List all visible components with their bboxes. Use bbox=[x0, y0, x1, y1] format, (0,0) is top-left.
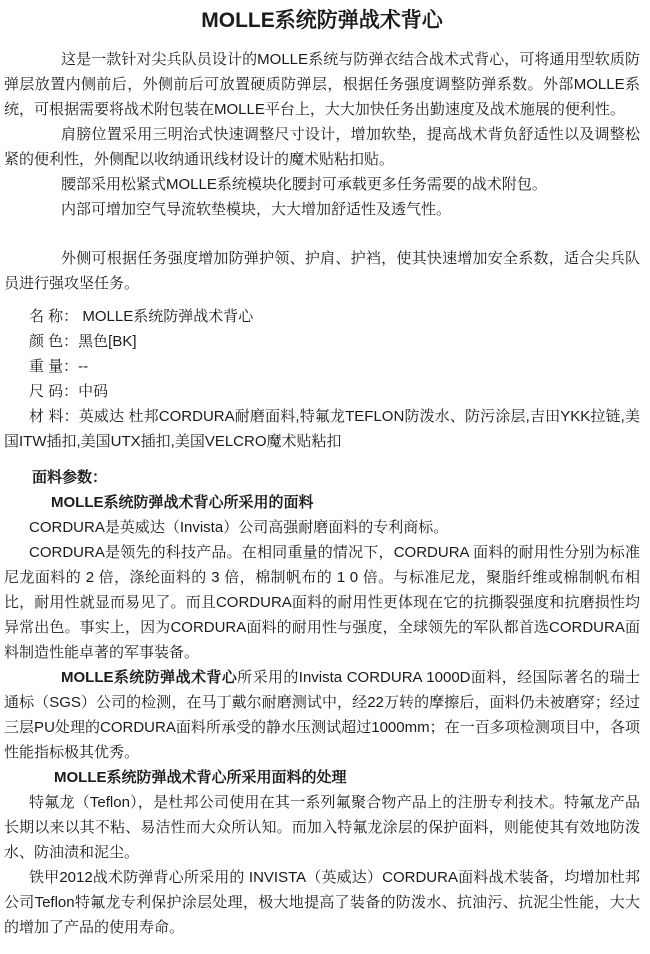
fabric-paragraph-3-rest: 所采用的Invista CORDURA 1000D面料，经国际著名的瑞士通标（SGS）公司的检测，在马丁戴尔耐磨测试中，经22万转的摩擦后，面料仍未被磨穿；经过三层PU处理的CORDURA面料所承受的静水压测试超过1000mm；在一百多项检测项目中，各项性能指标极其优秀。 bbox=[4, 669, 640, 761]
spec-row-size bbox=[4, 379, 640, 404]
fabric-paragraph-4: 特氟龙（Teflon），是杜邦公司使用在其一系列氟聚合物产品上的注册专利技术。特氟龙产品长期以来以其不粘、易洁性而大众所认知。而加入特氟龙涂层的保护面料，则能使其有效地防泼水、防油渍和泥尘。 bbox=[4, 794, 640, 861]
spec-value: -- bbox=[78, 358, 89, 375]
page-title: MOLLE系统防弹战术背心 bbox=[201, 9, 443, 32]
intro-paragraph-5: 外侧可根据任务强度增加防弹护领、护肩、护裆，使其快速增加安全系数，适合尖兵队员进行强攻坚任务。 bbox=[4, 250, 640, 292]
spec-list bbox=[4, 304, 640, 454]
spec-value: MOLLE系统防弹战术背心 bbox=[82, 308, 254, 325]
intro-paragraph-2: 肩膀位置采用三明治式快速调整尺寸设计，增加软垫，提高战术背负舒适性以及调整松紧的便利性，外侧配以收纳通讯线材设计的魔术贴粘扣贴。 bbox=[4, 126, 640, 168]
fabric-subheading-material: MOLLE系统防弹战术背心所采用的面料 bbox=[51, 494, 314, 511]
fabric-paragraph-3 bbox=[4, 665, 640, 765]
spec-value: 中码 bbox=[78, 383, 109, 400]
spec-row-material bbox=[4, 404, 640, 454]
intro-paragraph-4: 内部可增加空气导流软垫模块，大大增加舒适性及透气性。 bbox=[61, 201, 452, 218]
fabric-section bbox=[4, 465, 640, 940]
spec-value: 英威达 杜邦CORDURA耐磨面料,特氟龙TEFLON防泼水、防污涂层,吉田YKK拉链,美国ITW插扣,美国UTX插扣,美国VELCRO魔术贴粘扣 bbox=[4, 408, 640, 450]
fabric-subheading-treatment: MOLLE系统防弹战术背心所采用面料的处理 bbox=[54, 769, 347, 786]
spec-row-name bbox=[4, 304, 640, 329]
intro-section bbox=[4, 47, 640, 296]
intro-paragraph-1: 这是一款针对尖兵队员设计的MOLLE系统与防弹衣结合战术式背心，可将通用型软质防弹层放置内侧前后，外侧前后可放置硬质防弹层，根据任务强度调整防弹系数。外部MOLLE系统，可根据需要将战术附包装在MOLLE平台上，大大加快任务出勤速度及战术施展的便利性。 bbox=[4, 51, 640, 118]
fabric-section-heading: 面料参数： bbox=[32, 469, 108, 486]
spec-label: 重 量： bbox=[29, 358, 79, 375]
fabric-paragraph-2: CORDURA是领先的科技产品。在相同重量的情况下，CORDURA 面料的耐用性分别为标准尼龙面料的 2 倍，涤纶面料的 3 倍，棉制帆布的 1 0 倍。与标准尼龙，聚脂纤维或棉制帆布相比，耐用性就显而易见了。而且CORDURA面料的耐用性更体现在它的抗撕裂强度和抗磨损性均异常出色。事实上，因为CORDURA面料的耐用性与强度，全球领先的军队都首选CORDURA面料制造性能卓著的军事装备。 bbox=[4, 544, 640, 661]
fabric-paragraph-1: CORDURA是英威达（Invista）公司高强耐磨面料的专利商标。 bbox=[29, 519, 449, 536]
spec-label: 颜 色： bbox=[29, 333, 79, 350]
spec-row-color bbox=[4, 329, 640, 354]
fabric-paragraph-5: 铁甲2012战术防弹背心所采用的 INVISTA（英威达）CORDURA面料战术装备，均增加杜邦公司Teflon特氟龙专利保护涂层处理，极大地提高了装备的防泼水、抗油污、抗泥尘性能，大大的增加了产品的使用寿命。 bbox=[4, 869, 640, 936]
spec-label: 名 称： bbox=[29, 308, 79, 325]
spec-label: 尺 码： bbox=[29, 383, 79, 400]
spec-label: 材 料： bbox=[29, 408, 79, 425]
fabric-paragraph-3-bold-lead: MOLLE系统防弹战术背心 bbox=[61, 669, 238, 686]
spec-row-weight bbox=[4, 354, 640, 379]
intro-paragraph-3: 腰部采用松紧式MOLLE系统模块化腰封可承载更多任务需要的战术附包。 bbox=[61, 176, 547, 193]
spec-value: 黑色[BK] bbox=[78, 333, 137, 350]
